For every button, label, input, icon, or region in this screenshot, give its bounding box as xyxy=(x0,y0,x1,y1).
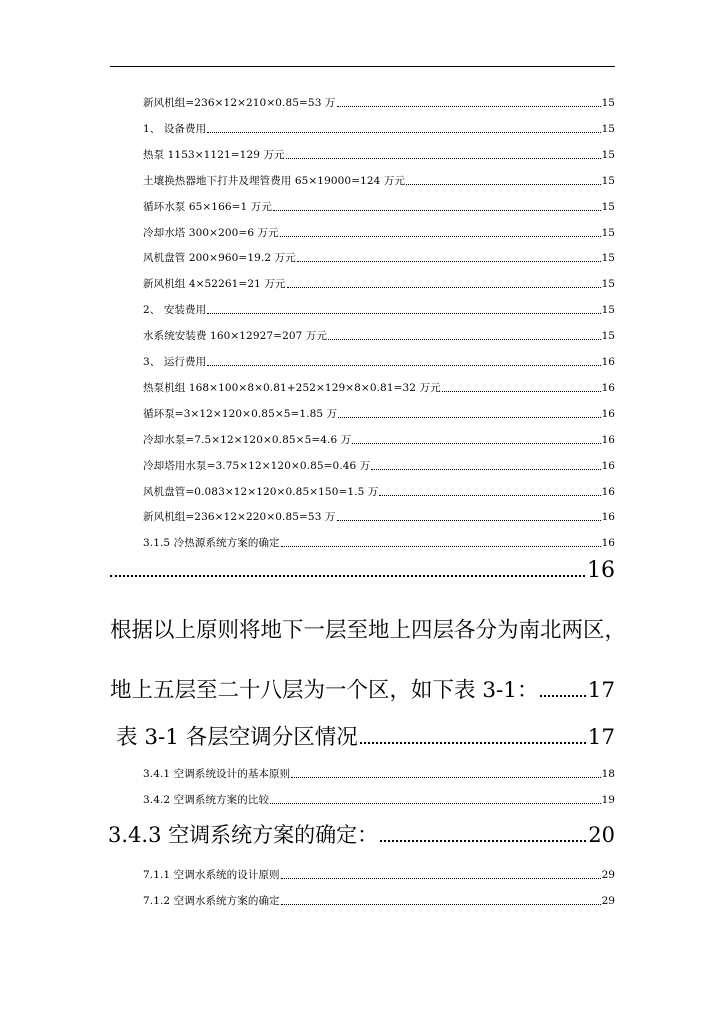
toc-leader-dots xyxy=(379,486,600,495)
toc-entry-text: 循环泵=3×12×120×0.85×5=1.85 万 xyxy=(143,407,338,420)
toc-leader-dots xyxy=(110,559,585,577)
toc-entry[interactable] xyxy=(110,276,615,291)
toc-entry-text: 3.1.5 冷热源系统方案的确定 xyxy=(143,537,280,550)
toc-page-number: 15 xyxy=(601,278,615,291)
toc-entry[interactable] xyxy=(110,250,615,265)
toc-entry-table[interactable] xyxy=(110,720,615,751)
toc-entry-text: 3.4.1 空调系统设计的基本原则 xyxy=(143,768,291,780)
toc-page-number: 15 xyxy=(601,226,615,239)
toc-entry-text: 3.4.3 空调系统方案的确定： xyxy=(108,823,379,847)
toc-page-number: 15 xyxy=(601,200,615,213)
toc-page-number: 17 xyxy=(587,725,615,750)
toc-entry[interactable] xyxy=(110,354,615,369)
toc-entry-text: 冷却塔用水泵=3.75×12×120×0.85=0.46 万 xyxy=(143,459,371,472)
toc-entry-section[interactable] xyxy=(108,819,615,849)
toc-page-number: 16 xyxy=(601,537,615,550)
toc-page-number: 15 xyxy=(601,252,615,265)
toc-entry-text: 7.1.2 空调水系统方案的确定 xyxy=(143,895,280,907)
toc-entry-text: 2、 安装费用 xyxy=(143,304,207,317)
toc-leader-dots xyxy=(280,227,601,236)
toc-page-number: 16 xyxy=(587,558,615,583)
toc-entry-text: 新风机组 4×52261=21 万元 xyxy=(143,278,286,291)
toc-entry-text: 新风机组=236×12×210×0.85=53 万 xyxy=(143,97,336,109)
toc-page-number: 19 xyxy=(601,793,615,806)
toc-entry[interactable] xyxy=(110,458,615,473)
toc-entry-text: 循环水泵 65×166=1 万元 xyxy=(143,200,272,213)
toc-leader-dots xyxy=(297,253,601,262)
toc-leader-dots xyxy=(406,175,601,184)
toc-leader-dots xyxy=(338,408,600,417)
toc-entry-paragraph-line2[interactable] xyxy=(110,673,615,704)
toc-leader-dots xyxy=(287,279,601,288)
toc-entry-text: 地上五层至二十八层为一个区，如下表 3-1： xyxy=(110,678,539,703)
toc-entry-text: 热泵 1153×1121=129 万元 xyxy=(143,148,285,161)
toc-leader-dots xyxy=(352,434,600,443)
toc-leader-dots xyxy=(380,826,586,842)
toc-leader-dots xyxy=(273,201,601,210)
toc-leader-dots xyxy=(328,331,601,340)
toc-entry-text: 新风机组=236×12×220×0.85=53 万 xyxy=(143,511,336,524)
toc-leader-dots xyxy=(207,357,600,366)
toc-entry-text: 3.4.2 空调系统方案的比较 xyxy=(143,793,270,806)
toc-entry[interactable] xyxy=(110,766,615,781)
toc-page-number: 15 xyxy=(601,304,615,317)
toc-entry[interactable] xyxy=(110,173,615,188)
toc-page-number: 16 xyxy=(601,356,615,368)
toc-entry-text: 风机盘管=0.083×12×120×0.85×150=1.5 万 xyxy=(143,485,379,498)
toc-entry-text: 冷却水塔 300×200=6 万元 xyxy=(143,226,279,239)
toc-entry-dots-only[interactable] xyxy=(110,558,615,592)
toc-entry-text: 热泵机组 168×100×8×0.81+252×129×8×0.81=32 万元 xyxy=(143,381,441,394)
toc-entry-paragraph-line1[interactable] xyxy=(110,613,626,644)
toc-entry[interactable] xyxy=(110,893,615,908)
toc-leader-dots xyxy=(286,149,601,158)
toc-entry[interactable] xyxy=(110,95,615,110)
toc-page-number: 15 xyxy=(601,122,615,135)
toc-entry[interactable] xyxy=(110,792,615,807)
toc-page-number: 18 xyxy=(601,768,615,780)
toc-leader-dots xyxy=(337,512,601,521)
toc-entry-text: 根据以上原则将地下一层至地上四层各分为南北两区， xyxy=(110,618,627,643)
toc-leader-dots xyxy=(207,124,600,133)
toc-entry[interactable] xyxy=(110,867,615,882)
toc-leader-dots xyxy=(442,383,601,392)
toc-entry[interactable] xyxy=(110,535,615,550)
toc-page-number: 17 xyxy=(587,678,615,703)
toc-entry-text: 土壤换热器地下打井及埋管费用 65×19000=124 万元 xyxy=(143,174,406,187)
toc-entry[interactable] xyxy=(110,121,615,136)
toc-leader-dots xyxy=(337,98,601,107)
toc-leader-dots xyxy=(270,794,601,803)
toc-entry[interactable] xyxy=(110,328,615,343)
toc-page-number: 29 xyxy=(601,869,615,881)
toc-leader-dots xyxy=(291,769,600,778)
toc-page-number: 15 xyxy=(601,148,615,161)
toc-leader-dots xyxy=(360,728,586,744)
toc-page-number: 16 xyxy=(601,381,615,394)
toc-entry[interactable] xyxy=(110,380,615,395)
toc-page-number: 16 xyxy=(601,407,615,420)
toc-entry[interactable] xyxy=(110,509,615,524)
toc-entry[interactable] xyxy=(110,147,615,162)
toc-entry-text: 7.1.1 空调水系统的设计原则 xyxy=(143,869,280,881)
toc-entry-text: 水系统安装费 160×12927=207 万元 xyxy=(143,330,328,343)
toc-entry[interactable] xyxy=(110,432,615,447)
toc-page-number: 16 xyxy=(601,485,615,498)
toc-entry-text: 冷却水泵=7.5×12×120×0.85×5=4.6 万 xyxy=(143,433,352,446)
toc-page-number: 15 xyxy=(601,330,615,343)
toc-page-number: 16 xyxy=(601,459,615,472)
toc-entry[interactable] xyxy=(110,302,615,317)
toc-page-number: 16 xyxy=(601,433,615,446)
toc-entry[interactable] xyxy=(110,199,615,214)
toc-page-number: 20 xyxy=(588,823,615,847)
toc-leader-dots xyxy=(371,460,600,469)
toc-leader-dots xyxy=(281,870,601,879)
toc-page-number: 16 xyxy=(601,511,615,524)
toc-entry[interactable] xyxy=(110,406,615,421)
toc-page-number: 29 xyxy=(601,895,615,907)
toc-leader-dots xyxy=(281,538,601,547)
toc-leader-dots xyxy=(207,305,600,314)
toc-page-number: 15 xyxy=(601,174,615,187)
toc-entry-text: 1、 设备费用 xyxy=(143,122,207,135)
toc-leader-dots xyxy=(540,681,585,697)
toc-entry-text: 3、 运行费用 xyxy=(143,356,207,368)
toc-entry-text: 风机盘管 200×960=19.2 万元 xyxy=(143,252,296,265)
toc-entry-text: 表 3-1 各层空调分区情况 xyxy=(116,725,358,750)
toc-page-number: 15 xyxy=(601,97,615,109)
toc-entry[interactable] xyxy=(110,484,615,499)
toc-leader-dots xyxy=(281,896,601,905)
toc-entry[interactable] xyxy=(110,225,615,240)
header-rule xyxy=(110,66,615,67)
